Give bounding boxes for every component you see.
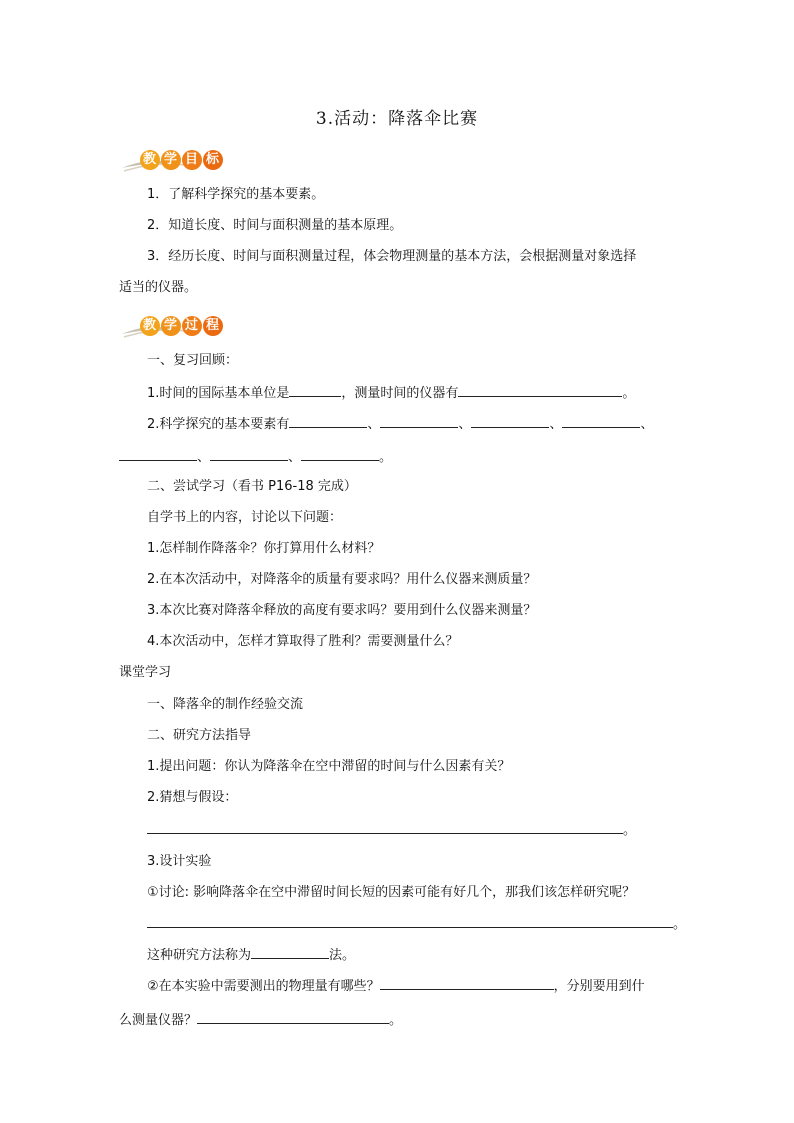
goals-badge-text	[140, 150, 224, 170]
research-question-2: 2.猜想与假设：	[147, 790, 238, 805]
badge-char: 学	[161, 316, 181, 336]
review-heading: 一、复习回顾：	[147, 353, 239, 368]
trial-intro: 自学书上的内容，讨论以下问题：	[147, 510, 343, 525]
badge-char: 目	[182, 150, 202, 170]
answer-blank[interactable]	[380, 976, 554, 990]
trial-question: 1.怎样制作降落伞？你打算用什么材料？	[147, 541, 381, 556]
answer-blank[interactable]	[562, 414, 640, 428]
separator: 、	[288, 450, 302, 465]
review-q1-text: ，测量时间的仪器有	[341, 386, 459, 401]
goal-item: 适当的仪器。	[119, 280, 198, 295]
answer-blank[interactable]	[301, 447, 379, 461]
discussion-2-text: 么测量仪器？	[119, 1013, 198, 1028]
answer-blank[interactable]	[197, 1010, 389, 1024]
page-title: 3.活动：降落伞比赛	[315, 109, 479, 129]
discussion-1-answer-line	[147, 914, 686, 934]
badge-char: 过	[182, 316, 202, 336]
period: 。	[622, 386, 636, 401]
separator: 、	[197, 450, 211, 465]
answer-blank[interactable]	[210, 447, 288, 461]
classroom-section-2: 二、研究方法指导	[147, 728, 252, 743]
process-badge-text	[140, 316, 224, 336]
method-text: 这种研究方法称为	[147, 948, 252, 963]
discussion-2-text: ，分别要用到什	[553, 979, 645, 994]
answer-blank[interactable]	[147, 820, 623, 834]
trial-question: 4.本次活动中，怎样才算取得了胜利？需要测量什么？	[147, 634, 459, 649]
trial-heading: 二、尝试学习（看书 P16-18 完成）	[147, 479, 357, 494]
trial-question: 2.在本次活动中，对降落伞的质量有要求吗？用什么仪器来测质量？	[147, 572, 537, 587]
review-q1-text: 1.时间的国际基本单位是	[147, 386, 290, 401]
discussion-2-text: ②在本实验中需要测出的物理量有哪些？	[147, 979, 380, 994]
separator: 、	[549, 417, 563, 432]
period: 。	[673, 917, 687, 932]
process-badge	[120, 312, 260, 340]
answer-blank[interactable]	[458, 383, 622, 397]
hypothesis-answer-line	[147, 820, 636, 840]
answer-blank[interactable]	[471, 414, 549, 428]
answer-blank[interactable]	[380, 414, 458, 428]
badge-char: 学	[161, 150, 181, 170]
separator: 、	[640, 417, 654, 432]
discussion-2	[147, 976, 645, 996]
period: 。	[379, 450, 393, 465]
answer-blank[interactable]	[147, 914, 673, 928]
answer-blank[interactable]	[119, 447, 197, 461]
review-question-2	[147, 414, 653, 434]
separator: 、	[458, 417, 472, 432]
review-q2-text: 2.科学探究的基本要素有	[147, 417, 290, 432]
discussion-1: ①讨论: 影响降落伞在空中滞留时间长短的因素可能有好几个，那我们该怎样研究呢？	[147, 885, 636, 900]
answer-blank[interactable]	[289, 414, 367, 428]
review-question-2-cont	[119, 447, 392, 467]
separator: 、	[367, 417, 381, 432]
research-question-3: 3.设计实验	[147, 854, 212, 869]
research-question-1: 1.提出问题：你认为降落伞在空中滞留的时间与什么因素有关？	[147, 759, 511, 774]
trial-question: 3.本次比赛对降落伞释放的高度有要求吗？要用到什么仪器来测量？	[147, 603, 537, 618]
period: 。	[389, 1013, 403, 1028]
badge-char: 标	[203, 150, 223, 170]
answer-blank[interactable]	[289, 383, 341, 397]
review-question-1	[147, 383, 635, 403]
discussion-2-cont	[119, 1010, 402, 1030]
classroom-section-1: 一、降落伞的制作经验交流	[147, 697, 304, 712]
period: 。	[623, 823, 637, 838]
goal-item: 1．了解科学探究的基本要素。	[147, 187, 325, 202]
method-text: 法。	[329, 948, 356, 963]
badge-char: 程	[203, 316, 223, 336]
goals-badge	[120, 146, 260, 174]
classroom-heading: 课堂学习	[119, 665, 172, 680]
method-question	[147, 945, 355, 965]
goal-item: 3．经历长度、时间与面积测量过程，体会物理测量的基本方法，会根据测量对象选择	[147, 249, 637, 264]
badge-char: 教	[140, 316, 160, 336]
answer-blank[interactable]	[251, 945, 329, 959]
badge-char: 教	[140, 150, 160, 170]
goal-item: 2．知道长度、时间与面积测量的基本原理。	[147, 218, 403, 233]
